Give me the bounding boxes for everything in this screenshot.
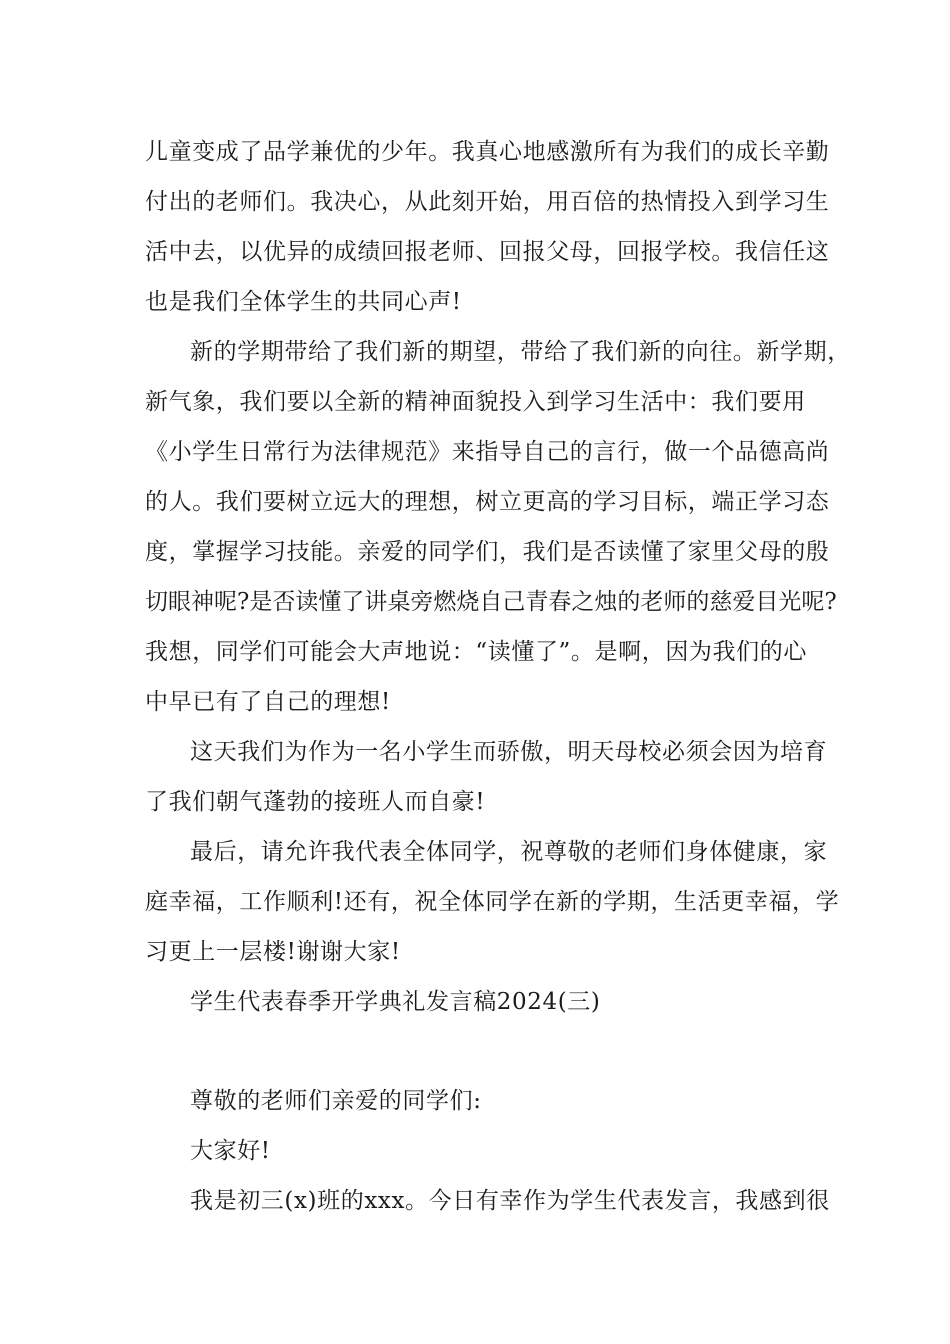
text-line: 付出的老师们。我决心，从此刻开始，用百倍的热情投入到学习生 (145, 189, 830, 215)
text-line: 中早已有了自己的理想! (145, 689, 391, 715)
text-line: 切眼神呢?是否读懂了讲桌旁燃烧自己青春之烛的老师的慈爱目光呢? (145, 589, 837, 615)
text-line: 的人。我们要树立远大的理想，树立更高的学习目标，端正学习态 (145, 489, 830, 515)
section-heading: 学生代表春季开学典礼发言稿2024(三) (190, 989, 601, 1015)
text-line: 度，掌握学习技能。亲爱的同学们，我们是否读懂了家里父母的殷 (145, 539, 830, 565)
text-line: 我想，同学们可能会大声地说：“读懂了”。是啊，因为我们的心 (145, 639, 807, 665)
salutation: 尊敬的老师们亲爱的同学们: (190, 1088, 482, 1114)
paragraph-start-line: 我是初三(x)班的xxx。今日有幸作为学生代表发言，我感到很 (190, 1188, 830, 1214)
greeting: 大家好! (190, 1138, 271, 1164)
text-line: 习更上一层楼!谢谢大家! (145, 939, 401, 965)
paragraph-start-line: 新的学期带给了我们新的期望，带给了我们新的向往。新学期， (190, 339, 851, 365)
text-line: 《小学生日常行为法律规范》来指导自己的言行，做一个品德高尚 (145, 439, 830, 465)
text-line: 庭幸福，工作顺利!还有，祝全体同学在新的学期，生活更幸福，学 (145, 889, 840, 915)
text-line: 了我们朝气蓬勃的接班人而自豪! (145, 789, 486, 815)
text-line: 儿童变成了品学兼优的少年。我真心地感激所有为我们的成长辛勤 (145, 139, 830, 165)
text-line: 也是我们全体学生的共同心声! (145, 289, 462, 315)
paragraph-start-line: 最后，请允许我代表全体同学，祝尊敬的老师们身体健康，家 (190, 839, 828, 865)
text-line: 新气象，我们要以全新的精神面貌投入到学习生活中：我们要用 (145, 389, 806, 415)
paragraph-start-line: 这天我们为作为一名小学生而骄傲，明天母校必须会因为培育 (190, 739, 828, 765)
text-line: 活中去，以优异的成绩回报老师、回报父母，回报学校。我信任这 (145, 239, 830, 265)
